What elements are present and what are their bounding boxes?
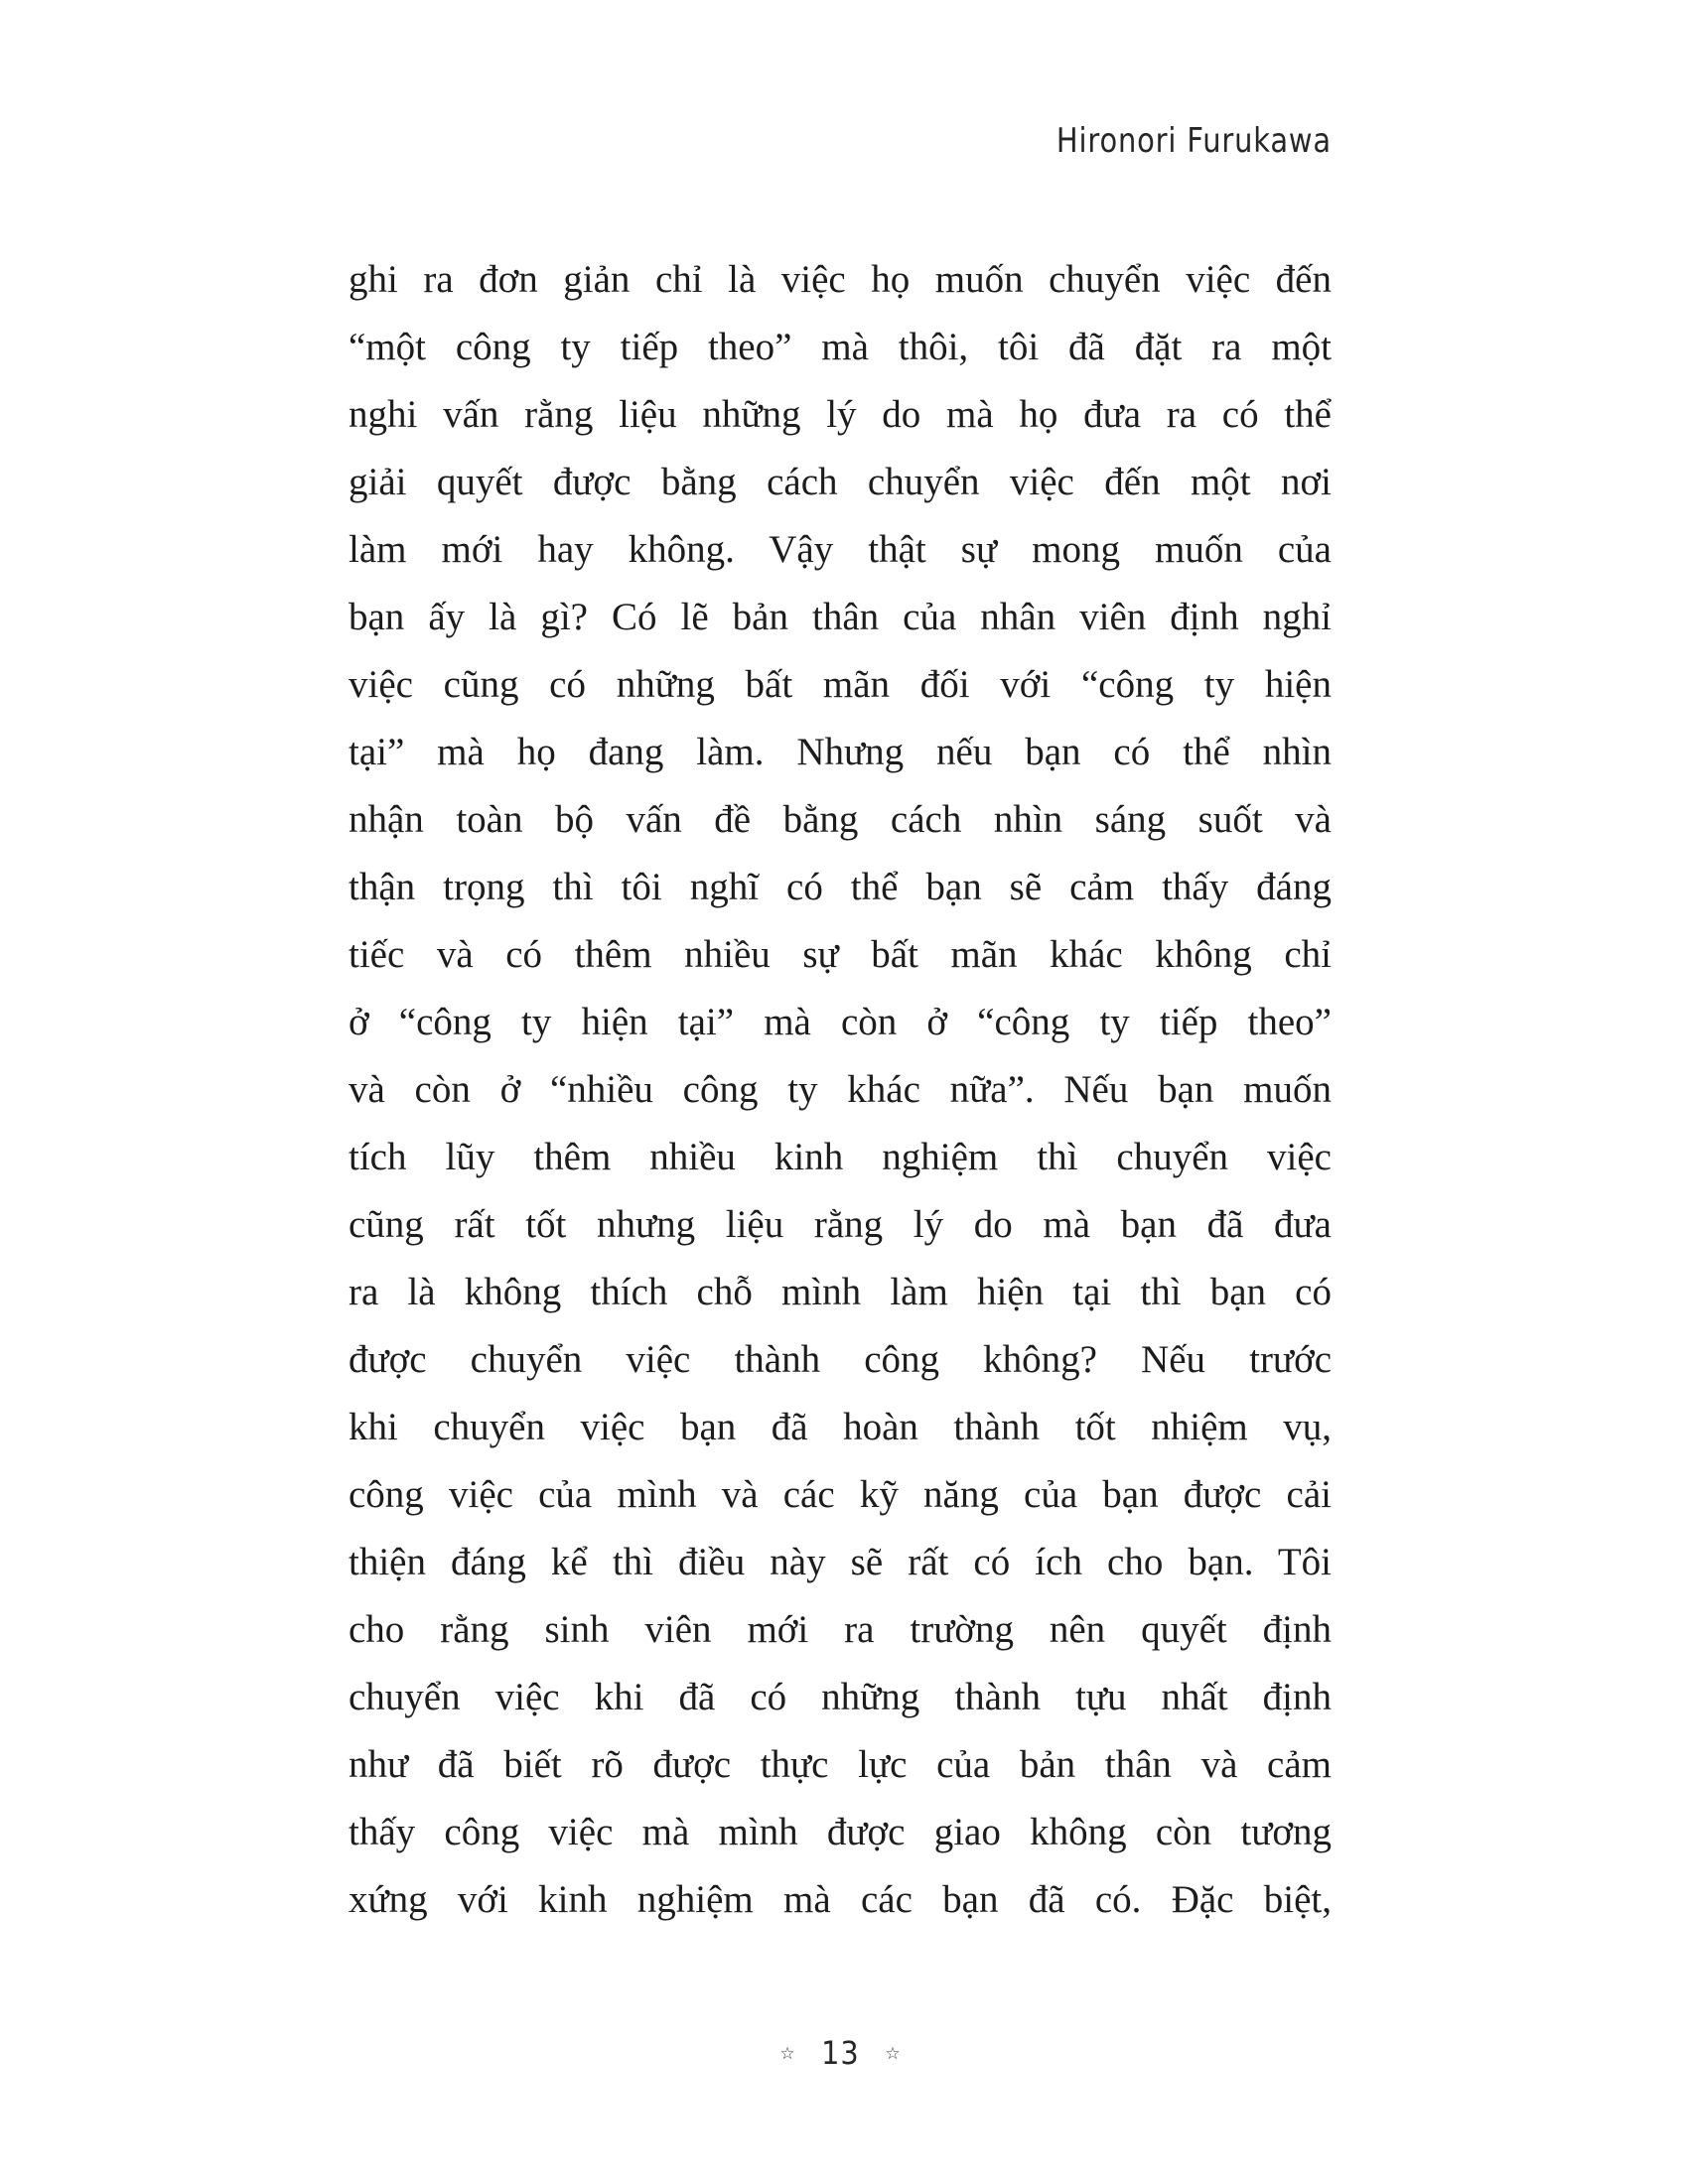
body-line: được chuyển việc thành công không? Nếu trước <box>349 1338 1332 1381</box>
body-line: tiếc và có thêm nhiều sự bất mãn khác không chỉ <box>349 933 1332 976</box>
body-line: giải quyết được bằng cách chuyển việc đến một nơi <box>349 461 1332 503</box>
body-line: nhận toàn bộ vấn đề bằng cách nhìn sáng suốt và <box>349 798 1332 841</box>
body-line: thiện đáng kể thì điều này sẽ rất có ích cho bạn. Tôi <box>349 1541 1332 1583</box>
body-line: cho rằng sinh viên mới ra trường nên quyết định <box>349 1608 1332 1651</box>
body-line: việc cũng có những bất mãn đối với “công ty hiện <box>349 663 1332 706</box>
body-line: xứng với kinh nghiệm mà các bạn đã có. Đặc biệt, <box>349 1878 1332 1921</box>
body-text <box>349 246 1332 1934</box>
page-number: 13 <box>820 2034 860 2072</box>
body-line: khi chuyển việc bạn đã hoàn thành tốt nhiệm vụ, <box>349 1406 1332 1448</box>
body-line: thận trọng thì tôi nghĩ có thể bạn sẽ cảm thấy đáng <box>349 866 1332 908</box>
body-line: công việc của mình và các kỹ năng của bạn được cải <box>349 1473 1332 1516</box>
body-line: tại” mà họ đang làm. Nhưng nếu bạn có thể nhìn <box>349 731 1332 773</box>
body-line: chuyển việc khi đã có những thành tựu nhất định <box>349 1676 1332 1718</box>
body-line: ở “công ty hiện tại” mà còn ở “công ty tiếp theo” <box>349 1001 1332 1043</box>
page-footer <box>349 2029 1332 2077</box>
body-line: cũng rất tốt nhưng liệu rằng lý do mà bạn đã đưa <box>349 1203 1332 1246</box>
body-line: bạn ấy là gì? Có lẽ bản thân của nhân viên định nghỉ <box>349 596 1332 638</box>
body-line: và còn ở “nhiều công ty khác nữa”. Nếu bạn muốn <box>349 1068 1332 1111</box>
body-line: ra là không thích chỗ mình làm hiện tại thì bạn có <box>349 1271 1332 1313</box>
body-line: nghi vấn rằng liệu những lý do mà họ đưa ra có thể <box>349 393 1332 436</box>
body-line: tích lũy thêm nhiều kinh nghiệm thì chuyển việc <box>349 1136 1332 1178</box>
body-line: thấy công việc mà mình được giao không còn tương <box>349 1811 1332 1853</box>
star-ornament-left-icon: ☆ <box>779 2043 795 2063</box>
running-header <box>349 121 1332 161</box>
body-line: như đã biết rõ được thực lực của bản thân và cảm <box>349 1743 1332 1786</box>
body-line: “một công ty tiếp theo” mà thôi, tôi đã đặt ra một <box>349 326 1332 368</box>
body-line: làm mới hay không. Vậy thật sự mong muốn của <box>349 528 1332 571</box>
header-author-name: Hironori Furukawa <box>1055 121 1332 161</box>
body-line: ghi ra đơn giản chỉ là việc họ muốn chuyển việc đến <box>349 258 1332 301</box>
star-ornament-right-icon: ☆ <box>885 2043 901 2063</box>
